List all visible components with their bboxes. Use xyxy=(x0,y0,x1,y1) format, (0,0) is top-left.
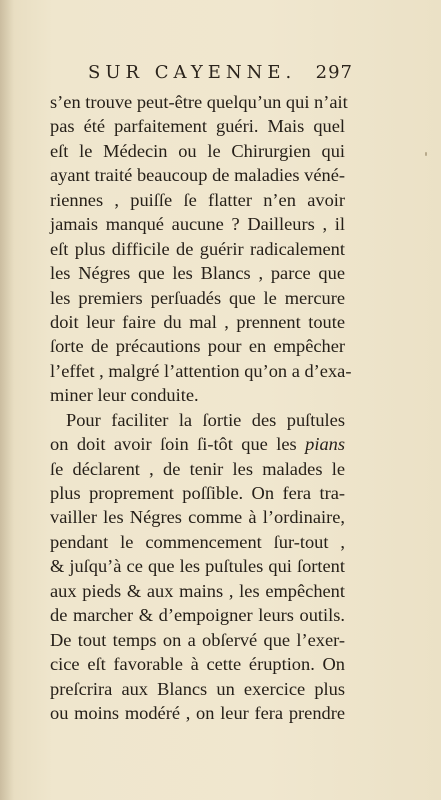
paper-speck xyxy=(425,152,427,156)
text-line: les Négres que les Blancs , parce que xyxy=(50,263,345,284)
page-gutter-shadow xyxy=(0,0,14,800)
page-number: 297 xyxy=(315,62,353,83)
text-line: eſt le Médecin ou le Chirurgien qui xyxy=(50,140,345,161)
text-line: pendant le commencement ſur-tout , xyxy=(50,531,345,552)
text-line: les premiers perſuadés que le mercure xyxy=(50,287,345,308)
text-line: doit leur faire du mal , prennent toute xyxy=(50,311,345,332)
text-line: de marcher & d’empoigner leurs outils. xyxy=(50,605,345,626)
text-line: aux pieds & aux mains , les empêchent xyxy=(50,580,345,601)
text-line: cice eſt favorable à cette éruption. On xyxy=(50,654,345,675)
text-line: eſt plus difficile de guérir radicalement xyxy=(50,238,345,259)
text-line: plus proprement poſſible. On fera tra- xyxy=(50,483,345,503)
paragraph-2 xyxy=(50,408,345,726)
text-body xyxy=(50,90,352,725)
text-line: preſcrira aux Blancs un exercice plus xyxy=(50,678,345,699)
text-line: ou moins modéré , on leur fera prendre xyxy=(50,702,345,723)
text-line: Pour faciliter la ſortie des puſtules xyxy=(66,409,345,430)
text-line: ayant traité beaucoup de maladies véné- xyxy=(50,165,345,186)
text-line: pas été parfaitement guéri. Mais quel xyxy=(50,116,345,137)
running-title: SUR CAYENNE. xyxy=(88,62,297,83)
text-line: ſorte de précautions pour en empêcher xyxy=(50,336,345,357)
text-line: De tout temps on a obſervé que l’exer- xyxy=(50,629,345,650)
text-line: miner leur conduite. xyxy=(50,385,199,406)
text-line: & juſqu’à ce que les puſtules qui ſortent xyxy=(50,556,345,577)
text-segment: on doit avoir ſoin ſi-tôt que les xyxy=(50,434,306,455)
text-line: jamais manqué aucune ? Dailleurs , il xyxy=(50,214,345,235)
text-line: s’en trouve peut-être quelqu’un qui n’ait xyxy=(50,92,348,112)
paragraph-1 xyxy=(50,90,352,408)
running-head xyxy=(88,60,353,86)
italic-word: pians xyxy=(305,434,345,455)
text-line: vailler les Négres comme à l’ordinaire, xyxy=(50,507,345,528)
text-line: l’effet , malgré l’attention qu’on a d’exa- xyxy=(50,360,352,381)
text-line: ſe déclarent , de tenir les malades le xyxy=(50,458,345,479)
text-line: riennes , puiſſe ſe flatter n’en avoir xyxy=(50,189,345,210)
text-line-with-italic xyxy=(50,432,345,456)
